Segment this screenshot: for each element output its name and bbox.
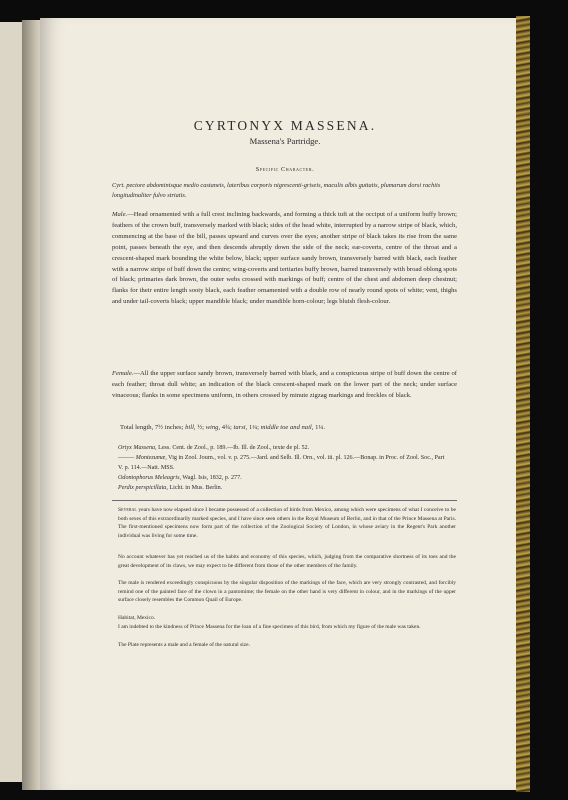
toe-value: 1¼. xyxy=(315,424,325,431)
body-paragraph xyxy=(118,623,456,632)
paragraph-text: years have now elapsed since I became possessed of a collection of birds from Mexico, among which were specimens of what I conceive to be both sexes of this extraordinarily marked species, and I have since seen others in the Royal Museum of Berlin, and in that of the Prince Massena at Paris. The first-mentioned specimens now form part of the collection of the Zoological Society of London, in whose aviary in the Regent's Park another individual was living for some time. xyxy=(118,507,456,539)
body-paragraph xyxy=(118,553,456,570)
tarsi-value: 1¼; xyxy=(248,424,260,431)
body-paragraph xyxy=(118,641,456,650)
male-description xyxy=(112,210,457,308)
paragraph-text: I am indebted to the kindness of Prince Massena for the loan of a fine specimen of this bird, from which my figure of the male was taken. xyxy=(118,624,421,630)
synonym-name: Perdix perspicillata, xyxy=(118,485,168,491)
synonym-entry xyxy=(118,484,448,494)
synonym-name: ——— Montezumæ, xyxy=(118,455,167,461)
toe-label: middle toe and nail, xyxy=(260,424,314,431)
bill-value: ½; xyxy=(197,424,204,431)
synonym-entry xyxy=(118,454,448,473)
common-name: Massena's Partridge. xyxy=(249,136,321,146)
specific-character-heading: Specific Character. xyxy=(255,166,315,173)
measurements xyxy=(120,423,440,433)
female-label: Female. xyxy=(112,370,134,377)
paragraph-text: Habitat, Mexico. xyxy=(118,615,156,621)
male-label: Male. xyxy=(112,211,128,218)
synonym-reference: Less. Cent. de Zool., p. 189.—Ib. Ill. de Zool., texte de pl. 52. xyxy=(156,445,310,451)
body-paragraph xyxy=(118,614,456,623)
wing-label: wing, xyxy=(205,424,221,431)
paragraph-text: The Plate represents a male and a female of the natural size. xyxy=(118,642,250,648)
total-length: Total length, 7½ inches; xyxy=(120,424,184,431)
paragraph-text: The male is rendered exceedingly conspicuous by the singular disposition of the markings of the face, which are very strongly contrasted, and forcibly remind one of the painted face of the clown in a pantomime; the female on the other hand is very different in colour, and in the markings of the upper surface closely resembles the Common Quail of Europe. xyxy=(118,580,456,604)
species-title: CYRTONYX MASSENA. xyxy=(193,118,377,133)
paragraph-opening: Several xyxy=(118,507,137,513)
section-divider xyxy=(112,500,457,501)
synonym-reference: Vig in Zool. Journ., vol. v. p. 275.—Jard. and Selb. Ill. Orn., vol. iii. pl. 126.—Bonap. in Proc. of Zool. Soc., Part V. p. 114.—Natt. MSS. xyxy=(118,455,445,471)
paragraph-text: No account whatever has yet reached us of the habits and economy of this species, which, judging from the comparative shortness of its toes and the great development of its claws, we may expect to be different from those of the other members of the family. xyxy=(118,554,456,569)
synonym-reference: Licht. in Mus. Berlin. xyxy=(167,485,223,491)
facing-page-edge xyxy=(0,22,22,782)
synonym-entry xyxy=(118,444,448,454)
synonym-name: Ortyx Massena, xyxy=(118,445,157,451)
synonym-entry xyxy=(118,474,448,484)
body-paragraph xyxy=(118,506,456,540)
body-paragraph xyxy=(118,579,456,605)
male-text: —Head ornamented with a full crest inclining backwards, and forming a thick tuft at the occiput of a uniform buffy brown; feathers of the crown buff, transversely marked with black; sides of the head white, interrupted by a narrow stripe of black, which, commencing at the base of the bill, passes upward and curves over the eyes; another stripe of black takes its rise from the same point, passes beneath the eye, and then descends abruptly down the side of the neck; ear-coverts, centre of the throat and a crescent-shaped mark bounding the white below, black; upper surface sandy brown, transversely barred with black, each feather with a narrow stripe of buff down the centre; wing-coverts and tertiaries buffy brown, barred transversely with broad oblong spots of black; primaries dark brown, the outer webs crossed with markings of buff; centre of the chest and abdomen deep chestnut; flanks for their entire length sooty black, each feather ornamented with a double row of nearly round spots of white; vent, thighs and under tail-coverts black; upper mandible black; under mandible horn-colour; legs bluish flesh-colour. xyxy=(112,211,457,306)
synonym-name: Odontophorus Meleagris, xyxy=(118,475,181,481)
tarsi-label: tarsi, xyxy=(233,424,248,431)
bill-label: bill, xyxy=(185,424,196,431)
wing-value: 4¾; xyxy=(221,424,232,431)
gilt-page-edges xyxy=(516,16,530,792)
female-description xyxy=(112,369,457,402)
latin-diagnosis: Cyrt. pectore abdominisque medio castaneis, lateribus corporis nigrescenti-griseis, maculis albis guttatis, plumarum dorsi rachiis longitudinaliter fulvo striatis. xyxy=(112,182,441,199)
synonym-reference: Wagl. Isis, 1832, p. 277. xyxy=(180,475,242,481)
female-text: —All the upper surface sandy brown, transversely barred with black, and a conspicuous stripe of buff down the centre of each feather; throat dull white; an indication of the black crescent-shaped mark on the lower part of the neck; under surface vinaceous; flanks in some specimens uniform, in others crossed by minute zigzag markings and freckles of black. xyxy=(112,370,457,399)
